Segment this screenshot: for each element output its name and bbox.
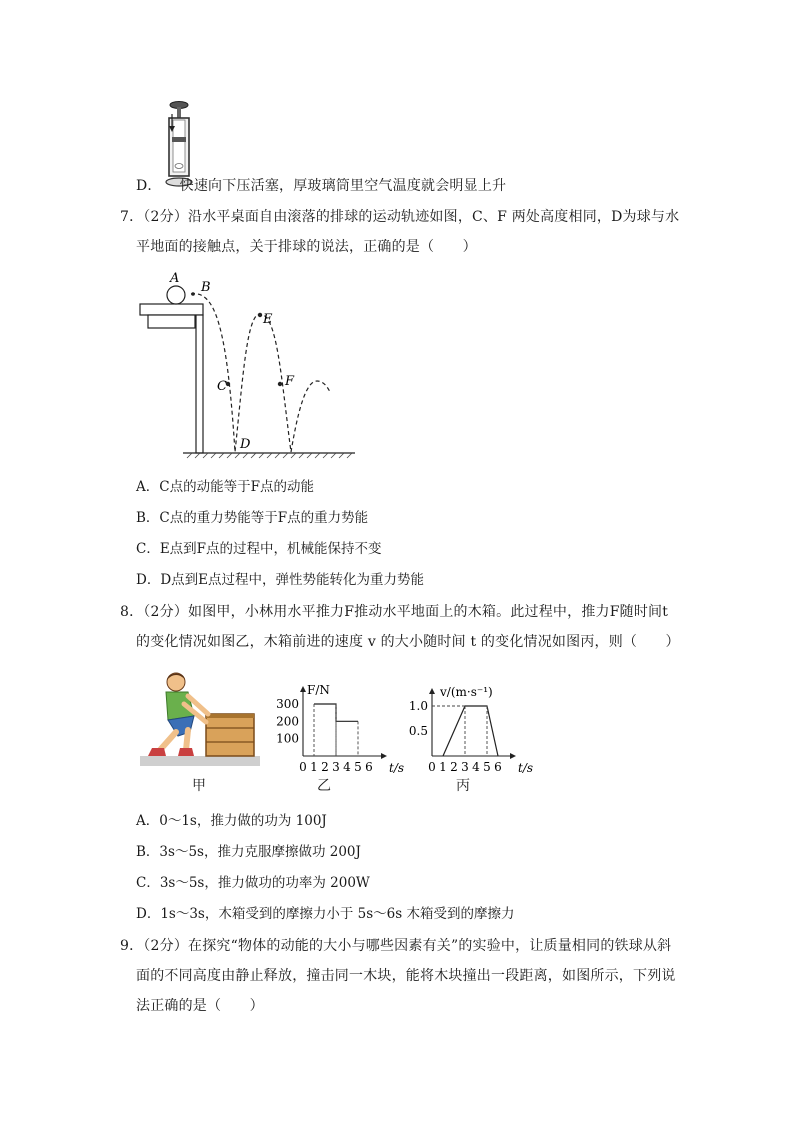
fig-caption-jia: 甲 — [192, 778, 207, 794]
x-tick-label: 0 — [428, 760, 436, 774]
volleyball-trajectory-figure — [135, 266, 360, 466]
q8-stem-line1: 8．（2分）如图甲，小林用水平推力F推动水平地面上的木箱。此过程中，推力F随时间t — [120, 604, 669, 620]
x-axis-label: t/s — [518, 761, 534, 775]
q7-option-a: A．C点的动能等于F点的动能 — [136, 479, 314, 495]
q6-option-d-label: D． — [136, 178, 162, 194]
q9-stem-line2: 面的不同高度由静止释放，撞击同一木块，能将木块撞出一段距离，如图所示，下列说 — [136, 968, 676, 984]
series-line — [443, 706, 498, 756]
x-tick-label: 6 — [494, 760, 502, 774]
x-tick-label: 3 — [332, 760, 340, 774]
fig7-label-f: F — [285, 374, 295, 389]
x-tick-label: 0 — [299, 760, 307, 774]
q7-option-b: B．C点的重力势能等于F点的重力势能 — [136, 510, 369, 526]
y-tick-label: 0.5 — [408, 724, 428, 738]
q9-stem-line3: 法正确的是（ ） — [136, 998, 264, 1014]
fig7-label-a: A — [170, 271, 180, 286]
y-axis-arrow — [300, 686, 306, 692]
x-axis-arrow — [510, 753, 516, 759]
boy-pushing-box-figure — [138, 670, 264, 770]
q8-option-c: C．3s～5s，推力做功的功率为 200W — [136, 875, 370, 891]
q7-option-d: D．D点到E点过程中，弹性势能转化为重力势能 — [136, 572, 425, 588]
x-tick-label: 5 — [354, 760, 362, 774]
q8-option-b: B．3s～5s，推力克服摩擦做功 200J — [136, 844, 361, 860]
q8-option-d: D．1s～3s，木箱受到的摩擦力小于 5s～6s 木箱受到的摩擦力 — [136, 906, 515, 922]
q9-stem-line1: 9．（2分）在探究“物体的动能的大小与哪些因素有关”的实验中，让质量相同的铁球从斜 — [120, 938, 672, 954]
x-tick-label: 5 — [483, 760, 491, 774]
x-tick-label: 2 — [321, 760, 329, 774]
q7-stem-line1: 7．（2分）沿水平桌面自由滚落的排球的运动轨迹如图，C、F 两处高度相同，D为球与水 — [120, 209, 680, 225]
y-tick-label: 100 — [276, 731, 299, 746]
q8-option-a: A．0～1s，推力做的功为 100J — [136, 813, 327, 829]
x-axis-label: t/s — [389, 761, 405, 775]
x-axis-arrow — [381, 753, 387, 759]
q7-option-c: C．E点到F点的过程中，机械能保持不变 — [136, 541, 382, 557]
x-tick-label: 1 — [439, 760, 447, 774]
y-axis-label: v/(m·s⁻¹) — [440, 685, 493, 699]
q6-option-d-text: 快速向下压活塞，厚玻璃筒里空气温度就会明显上升 — [179, 178, 507, 194]
x-tick-label: 1 — [310, 760, 318, 774]
x-tick-label: 3 — [461, 760, 469, 774]
y-axis-arrow — [429, 688, 435, 694]
q6-option-d — [136, 176, 506, 196]
force-time-chart — [275, 670, 415, 778]
x-tick-label: 4 — [472, 760, 480, 774]
y-tick-label: 200 — [276, 714, 299, 729]
y-tick-label: 1.0 — [408, 699, 428, 713]
fig7-label-d: D — [240, 437, 251, 452]
x-tick-label: 2 — [450, 760, 458, 774]
q8-stem-line2: 的变化情况如图乙，木箱前进的速度 v 的大小随时间 t 的变化情况如图丙，则（ ） — [136, 634, 680, 650]
fig-caption-yi: 乙 — [317, 778, 332, 794]
q7-stem-line2: 平地面的接触点，关于排球的说法，正确的是（ ） — [136, 239, 477, 255]
velocity-time-chart — [400, 670, 550, 778]
fig7-label-b: B — [201, 280, 211, 295]
fig-caption-bing: 丙 — [456, 778, 471, 794]
fig7-label-e: E — [263, 312, 273, 327]
x-tick-label: 6 — [365, 760, 373, 774]
y-axis-label: F/N — [307, 683, 330, 697]
x-tick-label: 4 — [343, 760, 351, 774]
y-tick-label: 300 — [276, 697, 299, 711]
fig7-label-c: C — [217, 379, 227, 394]
